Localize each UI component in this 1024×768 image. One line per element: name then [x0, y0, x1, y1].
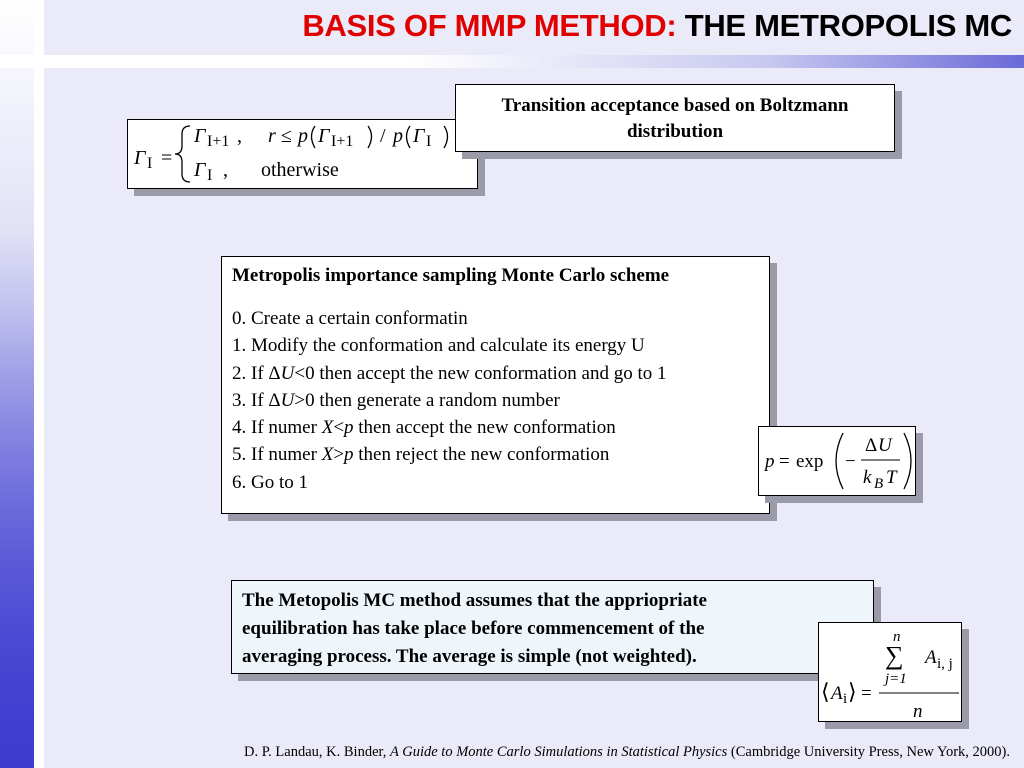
avg-sigma: ∑: [885, 641, 904, 670]
step-4-p: p: [344, 417, 354, 439]
step-5-post: then reject the new conformation: [353, 444, 610, 466]
eq1-cond-gamma: Γ: [318, 125, 330, 147]
transition-equation-box: [127, 119, 478, 189]
pexp-equals: =: [779, 451, 790, 472]
step-4-x: X: [321, 417, 334, 439]
metropolis-scheme-box: [221, 256, 770, 514]
step-0: 0. Create a certain conformatin: [232, 308, 468, 329]
step-2-u: U: [280, 362, 295, 384]
eq1-cond-gamma2: Γ: [413, 125, 425, 147]
pexp-p: p: [765, 451, 775, 472]
pexp-num-u: U: [878, 435, 892, 456]
slide-title: [302, 8, 1012, 44]
pexp-den-k: k: [863, 467, 872, 488]
citation-book: A Guide to Monte Carlo Simulations in Statistical Physics: [390, 744, 728, 760]
avg-a: A: [925, 647, 937, 668]
assumption-line-2: equilibration has take place before commencement of the: [242, 618, 705, 639]
average-equation-box: [818, 622, 962, 722]
assumption-line-3: averaging process. The average is simple (not weighted).: [242, 646, 697, 667]
step-4-post: then accept the new conformation: [353, 417, 616, 439]
pexp-exp: exp: [796, 451, 824, 472]
slide-title-part1: BASIS OF MMP METHOD:: [302, 8, 677, 43]
slide-title-part2: THE METROPOLIS MC: [676, 8, 1012, 43]
step-3-delta: Δ: [268, 389, 281, 411]
eq1-case2-comma: ,: [223, 159, 228, 181]
eq1-cond-p2: p: [393, 125, 403, 147]
eq1-paren-close-2: [444, 126, 448, 148]
transition-equation: [128, 120, 477, 188]
eq1-cond-sub2: I: [426, 133, 432, 150]
eq1-case2-cond: otherwise: [261, 159, 339, 181]
step-3: [232, 387, 769, 414]
avg-a-sub: i, j: [937, 656, 953, 672]
step-4-pre: 4. If numer: [232, 417, 322, 439]
pexp-paren-open: [836, 433, 843, 489]
eq1-equals: =: [161, 147, 173, 169]
step-2-pre: 2. If: [232, 362, 269, 384]
eq1-cond-div: /: [380, 125, 386, 147]
transition-description-box: [455, 84, 895, 152]
step-4: [232, 414, 769, 441]
step-2: [232, 360, 769, 387]
horizontal-header-stripe: [0, 55, 1024, 68]
eq1-case1-symbol: Γ: [194, 125, 206, 147]
avg-langle: ⟨: [821, 679, 830, 704]
avg-lhs-a: A: [831, 683, 843, 704]
step-2-delta: Δ: [268, 362, 281, 384]
avg-equals: =: [861, 683, 872, 704]
avg-rangle: ⟩: [848, 679, 857, 704]
metropolis-scheme-title: Metropolis importance sampling Monte Carlo scheme: [232, 265, 670, 286]
step-5: [232, 441, 769, 468]
step-5-pre: 5. If numer: [232, 444, 322, 466]
assumption-line-1: The Metopolis MC method assumes that the appriopriate: [242, 590, 707, 611]
eq1-paren-open-2: [407, 126, 411, 148]
step-5-x: X: [321, 444, 334, 466]
eq1-cond-r: r: [268, 125, 276, 147]
eq1-case2-sub: I: [207, 167, 213, 184]
eq1-paren-open-1: [312, 126, 316, 148]
eq1-lhs-sub: I: [147, 155, 153, 172]
eq1-paren-close-1: [368, 126, 372, 148]
avg-sum-bottom: j=1: [885, 671, 907, 687]
eq1-case1-comma: ,: [237, 125, 242, 147]
eq1-cond-leq: ≤: [281, 125, 292, 147]
step-3-pre: 3. If: [232, 389, 269, 411]
citation: [244, 744, 1010, 761]
average-equation: [819, 623, 961, 721]
step-2-post: <0 then accept the new conformation and go to 1: [294, 362, 667, 384]
eq1-cond-sub: I+1: [331, 133, 354, 150]
step-5-p: p: [344, 444, 354, 466]
eq1-case1-sub: I+1: [207, 133, 230, 150]
metropolis-steps: [232, 305, 769, 496]
eq1-cond-p: p: [298, 125, 308, 147]
step-5-op: >: [333, 444, 345, 466]
boltzmann-equation: [759, 427, 915, 495]
pexp-minus: −: [845, 451, 856, 472]
pexp-paren-close: [904, 433, 911, 489]
avg-lhs-sub: i: [843, 691, 848, 707]
citation-publisher: (Cambridge University Press, New York, 2000).: [727, 744, 1010, 760]
assumption-text: [232, 581, 873, 671]
pexp-num-delta: Δ: [865, 435, 878, 456]
step-3-u: U: [280, 389, 295, 411]
avg-denominator: n: [913, 701, 923, 721]
eq1-case2-symbol: Γ: [194, 159, 206, 181]
transition-description: Transition acceptance based on Boltzmann distribution: [501, 95, 849, 142]
step-6: 6. Go to 1: [232, 471, 308, 493]
boltzmann-equation-box: [758, 426, 916, 496]
pexp-den-t: T: [886, 467, 897, 488]
citation-authors: D. P. Landau, K. Binder,: [244, 744, 391, 760]
eq1-brace: [175, 126, 190, 182]
eq1-lhs: Γ: [134, 147, 146, 169]
left-blue-gradient: [0, 0, 34, 768]
assumption-box: [231, 580, 874, 674]
pexp-den-b: B: [874, 476, 884, 492]
step-1: 1. Modify the conformation and calculate its energy U: [232, 335, 645, 357]
vertical-white-stripe: [34, 0, 44, 768]
avg-sum-top: n: [893, 629, 901, 645]
step-3-post: >0 then generate a random number: [294, 389, 560, 411]
step-4-op: <: [333, 417, 345, 439]
